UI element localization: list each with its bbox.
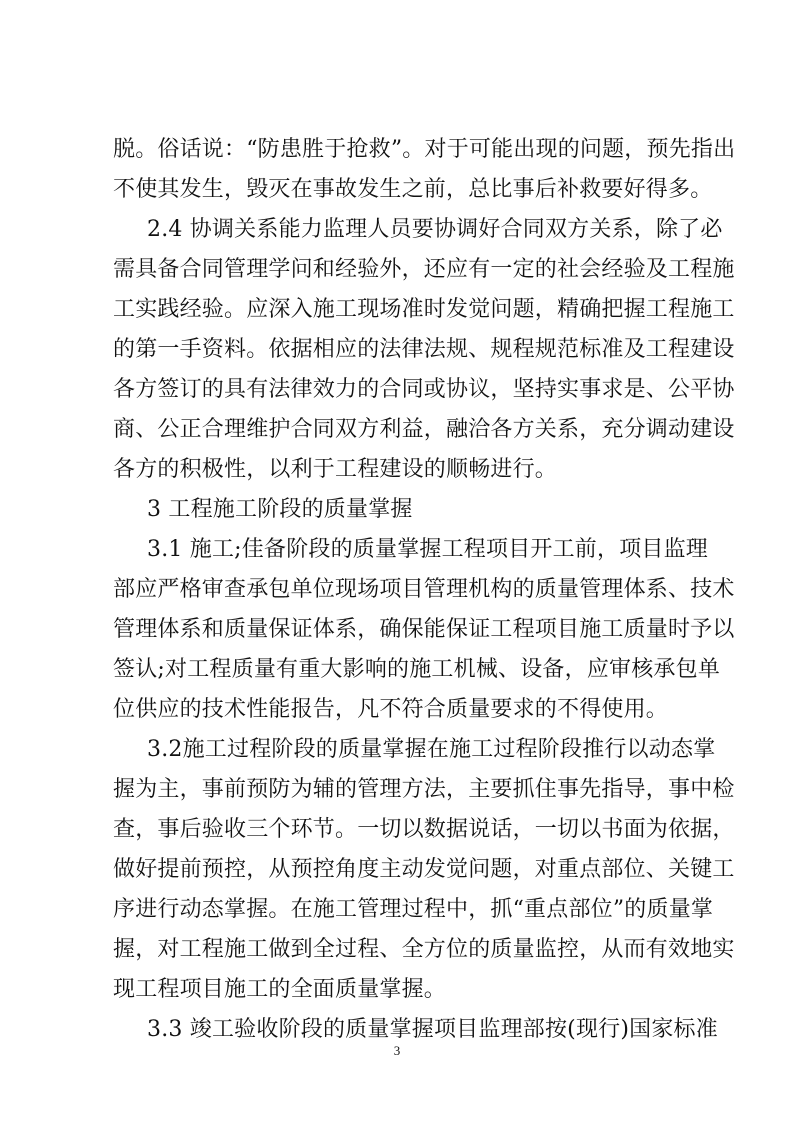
text-line: 查，事后验收三个环节。一切以数据说话，一切以书面为依据， — [113, 817, 735, 842]
text-line: 管理体系和质量保证体系，确保能保证工程项目施工质量时予以 — [113, 617, 735, 642]
text-line: 工实践经验。应深入施工现场准时发觉问题，精确把握工程施工 — [113, 297, 735, 322]
text-line: 需具备合同管理学问和经验外，还应有一定的社会经验及工程施 — [113, 257, 735, 282]
text-line: 不使其发生，毁灭在事故发生之前，总比事后补救要好得多。 — [113, 177, 713, 202]
text-line: 3.2施工过程阶段的质量掌握在施工过程阶段推行以动态掌 — [147, 737, 716, 762]
text-line: 位供应的技术性能报告，凡不符合质量要求的不得使用。 — [113, 697, 669, 722]
text-line: 现工程项目施工的全面质量掌握。 — [113, 977, 447, 1002]
section-heading: 3 工程施工阶段的质量掌握 — [147, 497, 413, 522]
text-line: 商、公正合理维护合同双方利益，融洽各方关系，充分调动建设 — [113, 417, 735, 442]
text-line: 序进行动态掌握。在施工管理过程中，抓“重点部位”的质量掌 — [113, 897, 714, 922]
text-line: 各方签订的具有法律效力的合同或协议，坚持实事求是、公平协 — [113, 377, 735, 402]
text-line: 部应严格审查承包单位现场项目管理机构的质量管理体系、技术 — [113, 577, 735, 602]
text-line: 3.1 施工;佳备阶段的质量掌握工程项目开工前，项目监理 — [147, 537, 708, 562]
text-line: 2.4 协调关系能力监理人员要协调好合同双方关系，除了必 — [147, 217, 723, 242]
text-line: 3.3 竣工验收阶段的质量掌握项目监理部按(现行)国家标准 — [147, 1017, 718, 1042]
text-line: 的第一手资料。依据相应的法律法规、规程规范标准及工程建设 — [113, 337, 735, 362]
page-number: 3 — [393, 1043, 401, 1058]
text-line: 握为主，事前预防为辅的管理方法，主要抓住事先指导，事中检 — [113, 777, 735, 802]
text-line: 各方的积极性，以利于工程建设的顺畅进行。 — [113, 457, 558, 482]
text-line: 做好提前预控，从预控角度主动发觉问题，对重点部位、关键工 — [113, 857, 735, 882]
text-line: 脱。俗话说：“防患胜于抢救”。对于可能出现的问题，预先指出 — [113, 137, 736, 162]
text-line: 签认;对工程质量有重大影响的施工机械、设备，应审核承包单 — [113, 657, 721, 682]
text-line: 握，对工程施工做到全过程、全方位的质量监控，从而有效地实 — [113, 937, 735, 962]
